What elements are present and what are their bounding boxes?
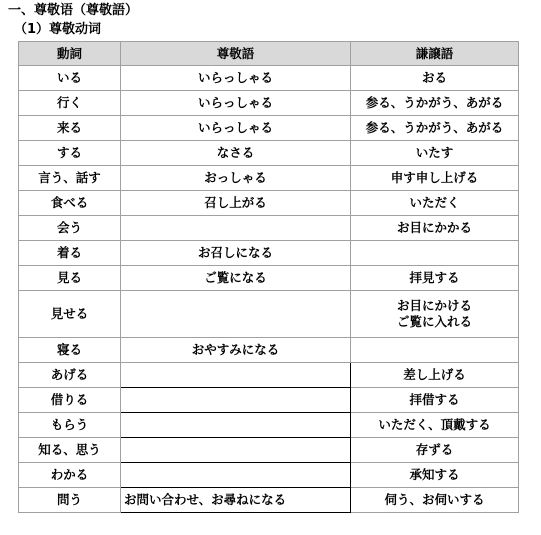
table-row: [19, 141, 519, 166]
humble-cell: 伺う、お伺いする: [351, 488, 519, 513]
humble-cell: 申す申し上げる: [351, 166, 519, 191]
verb-cell: 借りる: [19, 388, 121, 413]
humble-cell: おる: [351, 66, 519, 91]
honorific-cell: お召しになる: [121, 241, 351, 266]
honorific-cell: いらっしゃる: [121, 116, 351, 141]
humble-cell: 参る、うかがう、あがる: [351, 91, 519, 116]
honorific-cell-empty: [121, 463, 351, 488]
humble-cell: [351, 338, 519, 363]
humble-cell: いただく: [351, 191, 519, 216]
humble-line-2: ご覧に入れる: [396, 314, 472, 329]
verb-cell: 問う: [19, 488, 121, 513]
table-row: [19, 438, 519, 463]
page-heading: 一、尊敬语（尊敬語）: [8, 3, 139, 18]
humble-cell: お目にかかる: [351, 216, 519, 241]
table-row: [19, 291, 519, 338]
table-row: [19, 91, 519, 116]
humble-cell: 拝借する: [351, 388, 519, 413]
verb-cell: 見せる: [19, 291, 121, 338]
humble-cell: [351, 241, 519, 266]
honorific-cell-empty: [121, 438, 351, 463]
column-header-honorific: 尊敬語: [121, 42, 351, 66]
table-row: [19, 463, 519, 488]
table-row: [19, 116, 519, 141]
table-row: [19, 66, 519, 91]
honorific-cell: いらっしゃる: [121, 91, 351, 116]
honorific-cell-empty: [121, 413, 351, 438]
verb-cell: あげる: [19, 363, 121, 388]
humble-cell: いただく、頂戴する: [351, 413, 519, 438]
table-row: [19, 363, 519, 388]
humble-cell: いたす: [351, 141, 519, 166]
honorific-cell: ご覧になる: [121, 266, 351, 291]
table-row: [19, 191, 519, 216]
humble-line-1: お目にかける: [396, 298, 472, 313]
humble-cell: 存ずる: [351, 438, 519, 463]
verb-cell: 来る: [19, 116, 121, 141]
column-header-verb: 動詞: [19, 42, 121, 66]
verb-cell: 着る: [19, 241, 121, 266]
table-header-row: [19, 42, 519, 66]
table-row: [19, 266, 519, 291]
verb-cell: 会う: [19, 216, 121, 241]
table-row: [19, 388, 519, 413]
table-row: [19, 413, 519, 438]
verb-cell: いる: [19, 66, 121, 91]
verb-cell: 言う、話す: [19, 166, 121, 191]
honorific-cell: [121, 216, 351, 241]
table-row: [19, 488, 519, 513]
table-row: [19, 166, 519, 191]
verb-cell: 寝る: [19, 338, 121, 363]
verb-cell: もらう: [19, 413, 121, 438]
humble-cell: 差し上げる: [351, 363, 519, 388]
honorific-cell-empty: [121, 363, 351, 388]
honorific-cell: [121, 291, 351, 338]
table-row: [19, 241, 519, 266]
humble-cell: 参る、うかがう、あがる: [351, 116, 519, 141]
honorific-cell: お問い合わせ、お尋ねになる: [121, 488, 351, 513]
honorific-verbs-table: [18, 41, 519, 513]
honorific-cell: いらっしゃる: [121, 66, 351, 91]
honorific-cell: なさる: [121, 141, 351, 166]
humble-cell: 拝見する: [351, 266, 519, 291]
column-header-humble: 謙譲語: [351, 42, 519, 66]
verb-cell: 食べる: [19, 191, 121, 216]
humble-cell: 承知する: [351, 463, 519, 488]
table-row: [19, 338, 519, 363]
verb-cell: 行く: [19, 91, 121, 116]
verb-cell: 知る、思う: [19, 438, 121, 463]
humble-cell: [351, 291, 519, 338]
honorific-cell-empty: [121, 388, 351, 413]
section-subheading: （1）尊敬动词: [14, 22, 102, 37]
honorific-cell: おっしゃる: [121, 166, 351, 191]
honorific-cell: 召し上がる: [121, 191, 351, 216]
verb-cell: わかる: [19, 463, 121, 488]
honorific-cell: おやすみになる: [121, 338, 351, 363]
verb-cell: 見る: [19, 266, 121, 291]
verb-cell: する: [19, 141, 121, 166]
table-row: [19, 216, 519, 241]
